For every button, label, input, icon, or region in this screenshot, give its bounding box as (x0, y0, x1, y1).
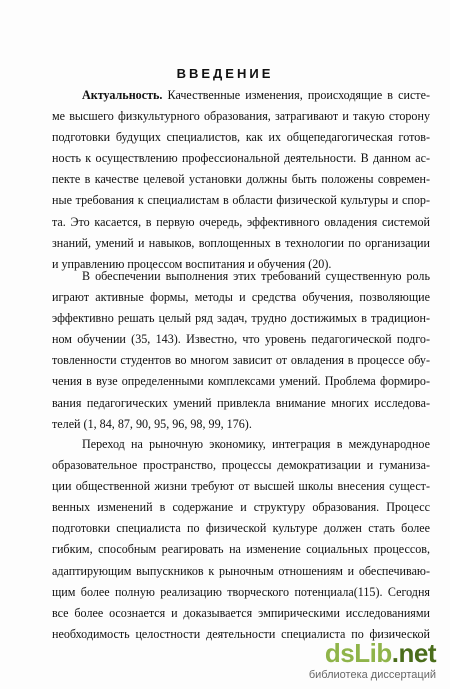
paragraph-requirements (52, 266, 430, 435)
text-line: вания педагогических умений привлекла внимание многих исследова- (52, 395, 430, 410)
text-line: знаний, умений и навыков, воплощенных в технологии по организации (52, 235, 430, 250)
text-line: образовательное пространство, процессы демократизации и гуманиза- (52, 458, 430, 473)
page-title: ВВЕДЕНИЕ (176, 66, 274, 81)
text-line: ном обучении (35, 143). Известно, что уровень педагогической подго- (52, 332, 430, 347)
text-line: венных изменений в содержание и структуру образования. Процесс (52, 500, 430, 515)
text-line: В обеспечении выполнения этих требований существенную роль (82, 269, 430, 283)
text-line: эффективно решать целый ряд задач, трудно достижимых в традицион- (52, 311, 430, 326)
paragraph-lead: Актуальность. (82, 88, 163, 102)
text-line: адаптирующим выпускников к рыночным отношениям и обеспечиваю- (52, 563, 430, 578)
text-line: щим более полную реализацию творческого потенциала(115). Сегодня (52, 584, 430, 599)
text-line: телей (1, 84, 87, 90, 95, 96, 98, 99, 176). (52, 416, 252, 431)
paragraph-market-transition (52, 434, 430, 645)
paragraph-relevance (52, 85, 430, 275)
text-line: ность к осуществлению профессиональной деятельности. В данном ас- (52, 151, 430, 166)
text-line: все более осознается и доказывается эмпирическими исследованиями (52, 605, 430, 620)
text-line: Переход на рыночную экономику, интеграция в международное (82, 437, 430, 451)
text-line: ции общественной жизни требуют от высшей школы внесения сущест- (52, 479, 430, 494)
text-line: играют активные формы, методы и средства обучения, позволяющие (52, 290, 430, 305)
text-line: чения в вузе определенными комплексами умений. Проблема формиро- (52, 374, 430, 389)
watermark-subtitle: библиотека диссертаций (308, 669, 436, 681)
text-line: необходимость целостности деятельности специалиста по физической (52, 626, 430, 641)
text-line: товленности студентов во многом зависит от овладения в процессе обу- (52, 353, 430, 368)
text-line: Актуальность. Качественные изменения, происходящие в систе- (82, 88, 430, 102)
dslib-logo: dsLib.net (324, 638, 436, 668)
text-line: ные требования к специалистам в области физической культуры и спор- (52, 193, 430, 208)
text-line: гибким, способным реагировать на изменение социальных процессов, (52, 542, 430, 557)
text-line: подготовки специалиста по физической культуре должен стать более (52, 521, 430, 536)
text-line: ме высшего физкультурного образования, затрагивают и такую сторону (52, 109, 430, 124)
dslib-watermark (306, 638, 436, 684)
text-line: подготовки будущих специалистов, как их общепедагогическая готов- (52, 130, 430, 145)
text-line: и управлению процессом воспитания и обучения (20). (52, 256, 332, 271)
text-line: та. Это касается, в первую очередь, эффективного овладения системой (52, 214, 430, 229)
text-line: пекте в качестве целевой установки должны быть положены современ- (52, 172, 430, 187)
